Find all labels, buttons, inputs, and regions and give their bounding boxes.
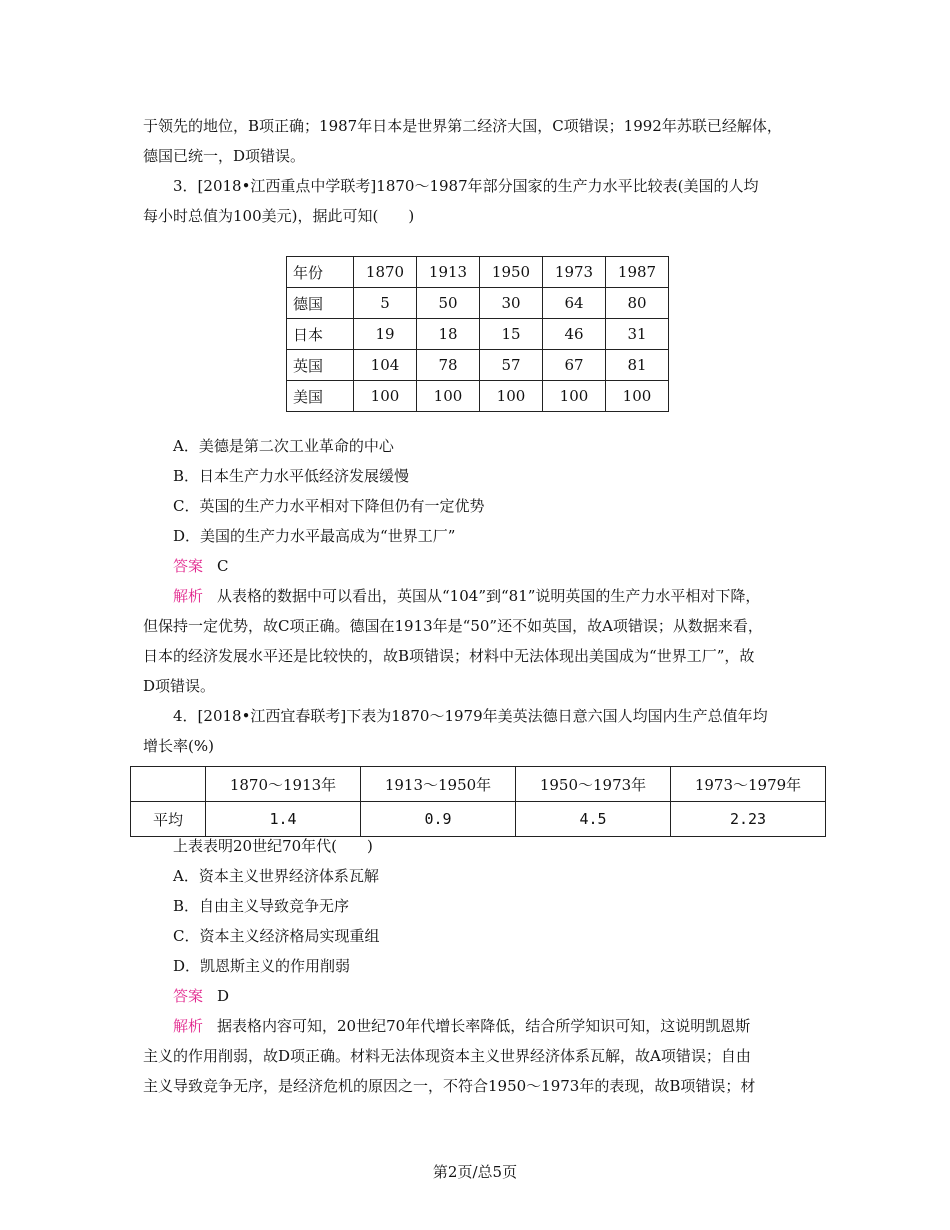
question-4-stem: 上表表明20世纪70年代( ) <box>173 837 373 855</box>
answer-value: C <box>217 557 229 575</box>
analysis-line: D项错误。 <box>143 677 216 695</box>
table-row <box>287 381 669 412</box>
answer-label: 答案 <box>173 987 204 1005</box>
analysis-label: 解析 <box>173 587 204 605</box>
question-3-stem: 每小时总值为100美元)，据此可知( ) <box>143 207 415 225</box>
option-d: D．美国的生产力水平最高成为“世界工厂” <box>173 527 456 545</box>
table-cell: 1913 <box>417 257 480 288</box>
analysis-text: 从表格的数据中可以看出，英国从“104”到“81”说明英国的生产力水平相对下降， <box>217 587 761 605</box>
option-c: C．资本主义经济格局实现重组 <box>173 927 380 945</box>
question-4-stem: 4．[2018•江西宜春联考]下表为1870～1979年美英法德日意六国人均国内生产总值年均 <box>173 707 768 725</box>
table-cell: 美国 <box>287 381 354 412</box>
answer-line <box>173 555 853 577</box>
answer-value: D <box>217 987 230 1005</box>
table-cell: 1950 <box>480 257 543 288</box>
table-cell: 2.23 <box>671 802 826 837</box>
analysis-line: 主义导致竞争无序，是经济危机的原因之一，不符合1950～1973年的表现，故B项错误；材 <box>143 1077 756 1095</box>
table-cell: 0.9 <box>361 802 516 837</box>
table-cell: 1973 <box>543 257 606 288</box>
table-cell: 18 <box>417 319 480 350</box>
table-cell: 德国 <box>287 288 354 319</box>
growth-rate-table <box>130 766 826 837</box>
option-b: B．自由主义导致竞争无序 <box>173 897 350 915</box>
table-cell: 67 <box>543 350 606 381</box>
analysis-label: 解析 <box>173 1017 204 1035</box>
table-cell: 英国 <box>287 350 354 381</box>
question-3-stem: 3．[2018•江西重点中学联考]1870～1987年部分国家的生产力水平比较表(美国的人均 <box>173 177 759 195</box>
table-cell: 1.4 <box>206 802 361 837</box>
analysis-line <box>173 585 853 607</box>
option-d: D．凯恩斯主义的作用削弱 <box>173 957 351 975</box>
answer-line <box>173 985 853 1007</box>
analysis-text: 据表格内容可知，20世纪70年代增长率降低，结合所学知识可知，这说明凯恩斯 <box>217 1017 751 1035</box>
table-cell: 100 <box>606 381 669 412</box>
analysis-line: 主义的作用削弱，故D项正确。材料无法体现资本主义世界经济体系瓦解，故A项错误；自由 <box>143 1047 751 1065</box>
table-cell: 年份 <box>287 257 354 288</box>
table-cell: 1950～1973年 <box>516 767 671 802</box>
analysis-line <box>173 1015 853 1037</box>
table-cell: 100 <box>543 381 606 412</box>
analysis-line: 日本的经济发展水平还是比较快的，故B项错误；材料中无法体现出美国成为“世界工厂”，故 <box>143 647 755 665</box>
table-cell: 1973～1979年 <box>671 767 826 802</box>
page-number: 第2页/总5页 <box>432 1163 518 1181</box>
table-cell: 1870 <box>354 257 417 288</box>
option-a: A．美德是第二次工业革命的中心 <box>173 437 394 455</box>
table-row <box>131 802 826 837</box>
table-cell: 19 <box>354 319 417 350</box>
table-row <box>287 288 669 319</box>
analysis-line: 但保持一定优势，故C项正确。德国在1913年是“50”还不如英国，故A项错误；从数据来看， <box>143 617 763 635</box>
table-cell: 57 <box>480 350 543 381</box>
table-cell: 81 <box>606 350 669 381</box>
prev-analysis-line: 德国已统一，D项错误。 <box>143 147 306 165</box>
table-header-row <box>287 257 669 288</box>
table-cell: 平均 <box>131 802 206 837</box>
table-cell: 46 <box>543 319 606 350</box>
table-header-row <box>131 767 826 802</box>
table-cell: 100 <box>480 381 543 412</box>
table-cell: 1913～1950年 <box>361 767 516 802</box>
option-a: A．资本主义世界经济体系瓦解 <box>173 867 379 885</box>
table-cell: 30 <box>480 288 543 319</box>
table-cell: 1987 <box>606 257 669 288</box>
table-row <box>287 319 669 350</box>
table-cell: 日本 <box>287 319 354 350</box>
productivity-table <box>286 256 669 412</box>
answer-label: 答案 <box>173 557 204 575</box>
table-cell: 104 <box>354 350 417 381</box>
table-cell <box>131 767 206 802</box>
table-cell: 50 <box>417 288 480 319</box>
table-cell: 5 <box>354 288 417 319</box>
table-cell: 78 <box>417 350 480 381</box>
table-cell: 64 <box>543 288 606 319</box>
table-cell: 4.5 <box>516 802 671 837</box>
table-cell: 100 <box>417 381 480 412</box>
table-cell: 15 <box>480 319 543 350</box>
prev-analysis-line: 于领先的地位，B项正确；1987年日本是世界第二经济大国，C项错误；1992年苏联已经解体， <box>143 117 782 135</box>
table-cell: 80 <box>606 288 669 319</box>
table-cell: 100 <box>354 381 417 412</box>
table-cell: 1870～1913年 <box>206 767 361 802</box>
table-row <box>287 350 669 381</box>
option-b: B．日本生产力水平低经济发展缓慢 <box>173 467 410 485</box>
question-4-stem: 增长率(%) <box>143 737 214 755</box>
table-cell: 31 <box>606 319 669 350</box>
option-c: C．英国的生产力水平相对下降但仍有一定优势 <box>173 497 485 515</box>
